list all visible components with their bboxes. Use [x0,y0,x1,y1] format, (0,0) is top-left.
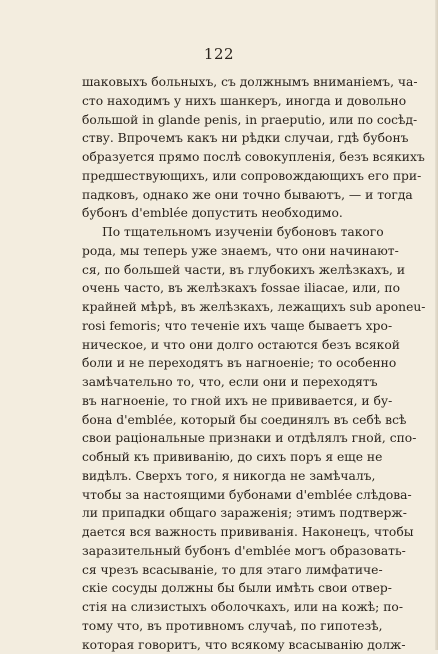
text-line: тому что, въ противномъ случаѣ, по гипотезѣ, [82,617,372,636]
text-line: ству. Впрочемъ какъ ни рѣдки случаи, гдѣ бубонъ [82,129,372,148]
text-line: образуется прямо послѣ совокупленія, безъ всякихъ [82,148,372,167]
text-line: стія на слизистыхъ оболочкахъ, или на кожѣ; по- [82,598,372,617]
text-line: скіе сосуды должны бы были имѣть свои отвер- [82,579,372,598]
text-line: ли припадки общаго зараженія; этимъ подтверж- [82,504,372,523]
text-line: падковъ, однако же они точно бываютъ, — и тогда [82,186,372,205]
text-line: бона d'emblée, который бы соединялъ въ себѣ всѣ [82,411,372,430]
text-line: видѣлъ. Сверхъ того, я никогда не замѣчалъ, [82,467,372,486]
text-line: ся, по большей части, въ глубокихъ желѣзкахъ, и [82,261,372,280]
text-line: чтобы за настоящими бубонами d'emblée слѣдова- [82,486,372,505]
text-line: дается вся важность прививанія. Наконецъ, чтобы [82,523,372,542]
text-line: rosi femoris; что теченіе ихъ чаще бываетъ хро- [82,317,372,336]
text-line: крайней мѣрѣ, въ желѣзкахъ, лежащихъ sub aponeu- [82,298,372,317]
text-line: заразительный бубонъ d'emblée могъ образовать- [82,542,372,561]
text-line: сто находимъ у нихъ шанкеръ, иногда и довольно [82,92,372,111]
text-line: свои раціональные признаки и отдѣлялъ гной, спо- [82,429,372,448]
text-line: собный къ прививанію, до сихъ поръ я еще не [82,448,372,467]
text-line: бубонъ d'emblée допустить необходимо. [82,204,372,223]
text-line: предшествующихъ, или сопровождающихъ его при- [82,167,372,186]
text-line: По тщательномъ изученіи бубоновъ такого [82,223,372,242]
text-line: боли и не переходятъ въ нагноеніе; то особенно [82,354,372,373]
text-line: большой in glande penis, in praeputio, или по сосѣд- [82,111,372,130]
body-text [82,73,372,654]
text-line: въ нагноеніе, то гной ихъ не прививается, и бу- [82,392,372,411]
text-line: рода, мы теперь уже знаемъ, что они начинают- [82,242,372,261]
page-number: 122 [0,45,438,63]
text-line: замѣчательно то, что, если они и переходятъ [82,373,372,392]
text-line: ническое, и что они долго остаются безъ всякой [82,336,372,355]
text-line: которая говоритъ, что всякому всасыванію долж- [82,636,372,654]
text-line: ся чрезъ всасываніе, то для этаго лимфатиче- [82,561,372,580]
text-line: шаковыхъ больныхъ, съ должнымъ вниманіемъ, ча- [82,73,372,92]
text-line: очень часто, въ желѣзкахъ fossae iliacae, или, по [82,279,372,298]
